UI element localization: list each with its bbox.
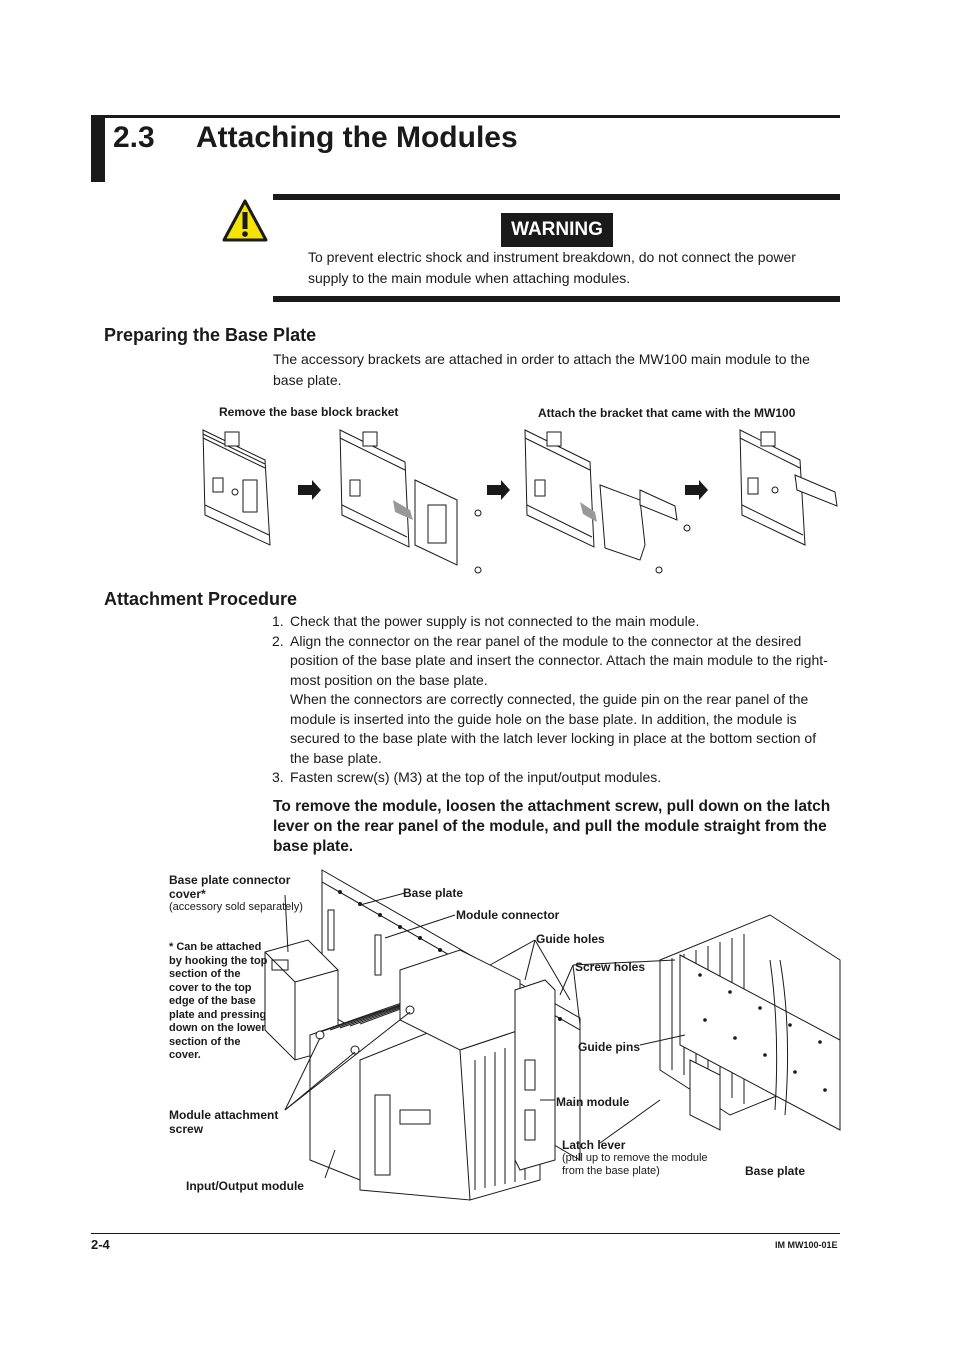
document-id: IM MW100-01E bbox=[775, 1240, 838, 1250]
step-text: When the connectors are correctly connected, the guide pin on the rear panel of the module is inserted into the guide hole on the base plate. In addition, the module is secured to the base plate with the latch lever locking in place at the bottom section of the base plate. bbox=[290, 691, 817, 766]
cover-note: * Can be attached by hooking the top section of the cover to the top edge of the base plate and pressing down on the lower section of the cover. bbox=[169, 941, 268, 1061]
warning-triangle-icon bbox=[222, 199, 268, 242]
base-plate-heading: Preparing the Base Plate bbox=[104, 325, 317, 345]
warning-text: To prevent electric shock and instrument breakdown, do not connect the power supply to the main module when attaching modules. bbox=[308, 249, 796, 286]
caption-attach-bracket: Attach the bracket that came with the MW100 bbox=[538, 406, 796, 420]
label-base-plate: Base plate bbox=[403, 886, 464, 900]
label-io-module: Input/Output module bbox=[186, 1179, 304, 1193]
procedure-heading: Attachment Procedure bbox=[104, 589, 298, 609]
step-text: Check that the power supply is not connected to the main module. bbox=[290, 613, 700, 629]
warning-top-rule bbox=[273, 194, 840, 200]
caption-remove-bracket: Remove the base block bracket bbox=[219, 405, 399, 419]
label-main-module: Main module bbox=[556, 1095, 630, 1109]
label-guide-holes: Guide holes bbox=[536, 932, 605, 946]
base-block-panel-1 bbox=[203, 430, 270, 545]
removal-note: To remove the module, loosen the attachment screw, pull down on the latch lever on the rear panel of the module, and pull the module straight from the base plate. bbox=[273, 798, 831, 855]
label-base-plate-right: Base plate bbox=[745, 1164, 806, 1178]
base-block-panel-4 bbox=[740, 430, 837, 545]
label-cover bbox=[169, 873, 304, 914]
base-block-panel-2 bbox=[340, 430, 481, 573]
footer-rule bbox=[91, 1233, 840, 1234]
warning-bottom-rule bbox=[273, 296, 840, 302]
arrow-2 bbox=[487, 480, 510, 500]
step-2 bbox=[272, 632, 837, 691]
procedure-steps bbox=[272, 612, 837, 788]
step-1 bbox=[272, 612, 837, 632]
section-bar bbox=[91, 115, 105, 182]
label-guide-pins: Guide pins bbox=[578, 1040, 641, 1054]
step-2-continued bbox=[272, 690, 837, 768]
step-number: 2. bbox=[272, 632, 284, 649]
step-text: Fasten screw(s) (M3) at the top of the input/output modules. bbox=[290, 769, 662, 785]
step-text: Align the connector on the rear panel of the module to the connector at the desired position of the base plate and insert the connector. Attach the main module to the right-most position on the base plate. bbox=[290, 632, 828, 688]
label-screw-holes: Screw holes bbox=[575, 960, 646, 974]
latch-label: Latch lever bbox=[562, 1138, 626, 1152]
cover-label: Base plate connector cover* bbox=[169, 873, 291, 901]
cover-sub: (accessory sold separately) bbox=[169, 901, 303, 913]
label-module-connector: Module connector bbox=[456, 908, 560, 922]
latch-sub: (pull up to remove the module from the base plate) bbox=[562, 1152, 708, 1177]
section-rule bbox=[91, 115, 840, 118]
label-latch bbox=[562, 1138, 722, 1178]
base-block-panel-3 bbox=[525, 430, 690, 573]
step-3 bbox=[272, 768, 837, 788]
label-attach-screw: Module attachment screw bbox=[169, 1108, 279, 1136]
step-number bbox=[272, 690, 290, 768]
base-plate-intro: The accessory brackets are attached in order to attach the MW100 main module to the base plate. bbox=[273, 351, 810, 388]
arrow-3 bbox=[685, 480, 708, 500]
arrow-1 bbox=[298, 480, 321, 500]
section-title: Attaching the Modules bbox=[196, 121, 518, 154]
step-number: 1. bbox=[272, 613, 284, 629]
step-number: 3. bbox=[272, 769, 284, 785]
section-number: 2.3 bbox=[113, 121, 155, 154]
warning-badge: WARNING bbox=[501, 213, 613, 247]
page-number: 2-4 bbox=[91, 1237, 110, 1252]
bracket-steps-illustration bbox=[195, 420, 845, 585]
